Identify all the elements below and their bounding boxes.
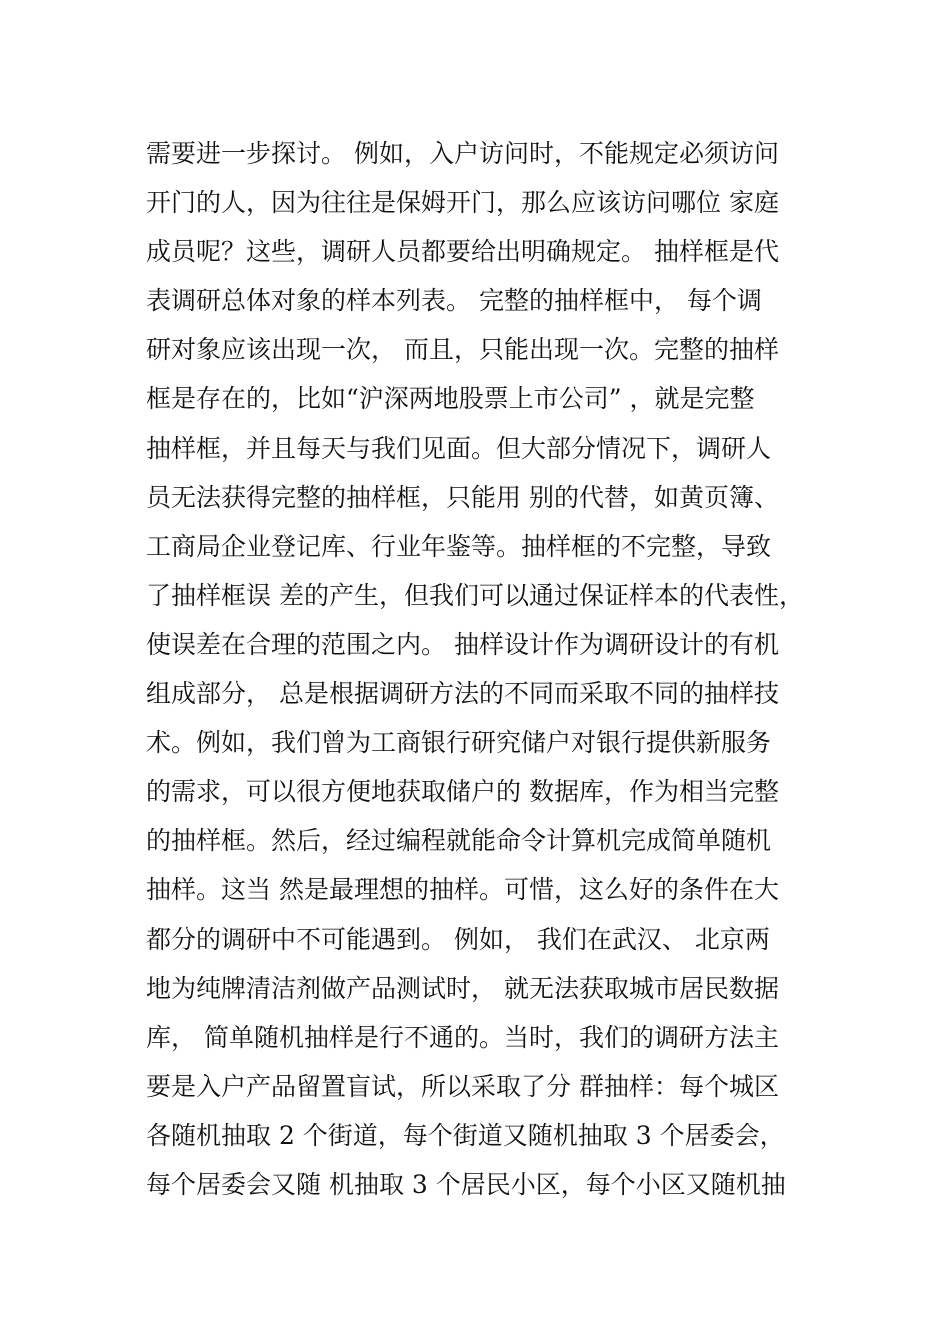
text-line: 组成部分， 总是根据调研方法的不同而采取不同的抽样技 — [146, 679, 779, 709]
text-line: 的抽样框。然后，经过编程就能命令计算机完成简单随机 — [146, 826, 772, 856]
text-line: 的需求，可以很方便地获取储户的 数据库，作为相当完整 — [146, 777, 779, 807]
text-line: 抽样框，并且每天与我们见面。但大部分情况下，调研人 — [146, 433, 772, 463]
text-line: 框是存在的，比如“沪深两地股票上市公司” ，就是完整 — [146, 384, 755, 414]
text-line: 各随机抽取 2 个街道，每个街道又随机抽取 3 个居委会， — [146, 1120, 785, 1150]
text-line: 抽样。这当 然是最理想的抽样。可惜，这么好的条件在大 — [146, 875, 779, 905]
text-line: 使误差在合理的范围之内。 抽样设计作为调研设计的有机 — [146, 629, 779, 659]
text-line: 成员呢？这些，调研人员都要给出明确规定。 抽样框是代 — [146, 237, 779, 267]
text-line: 都分的调研中不可能遇到。 例如， 我们在武汉、 北京两 — [146, 924, 770, 954]
text-line: 库， 简单随机抽样是行不通的。当时，我们的调研方法主 — [146, 1022, 779, 1052]
text-line: 研对象应该出现一次， 而且，只能出现一次。完整的抽样 — [146, 335, 779, 365]
text-line: 需要进一步探讨。 例如，入户访问时，不能规定必须访问 — [146, 139, 779, 168]
text-line: 开门的人，因为往往是保姆开门，那么应该访问哪位 家庭 — [146, 188, 779, 218]
text-line: 地为纯牌清洁剂做产品测试时， 就无法获取城市居民数据 — [146, 973, 779, 1003]
text-line: 要是入户产品留置盲试，所以采取了分 群抽样：每个城区 — [146, 1071, 779, 1101]
text-line: 了抽样框误 差的产生，但我们可以通过保证样本的代表性， — [146, 580, 804, 610]
body-text — [146, 132, 836, 1212]
text-line: 工商局企业登记库、行业年鉴等。抽样框的不完整，导致 — [146, 531, 772, 561]
text-line: 每个居委会又随 机抽取 3 个居民小区，每个小区又随机抽 — [146, 1169, 786, 1199]
text-line: 术。例如，我们曾为工商银行研究储户对银行提供新服务 — [146, 728, 772, 758]
text-line: 员无法获得完整的抽样框，只能用 别的代替，如黄页簿、 — [146, 482, 779, 512]
text-line: 表调研总体对象的样本列表。 完整的抽样框中， 每个调 — [146, 286, 762, 316]
